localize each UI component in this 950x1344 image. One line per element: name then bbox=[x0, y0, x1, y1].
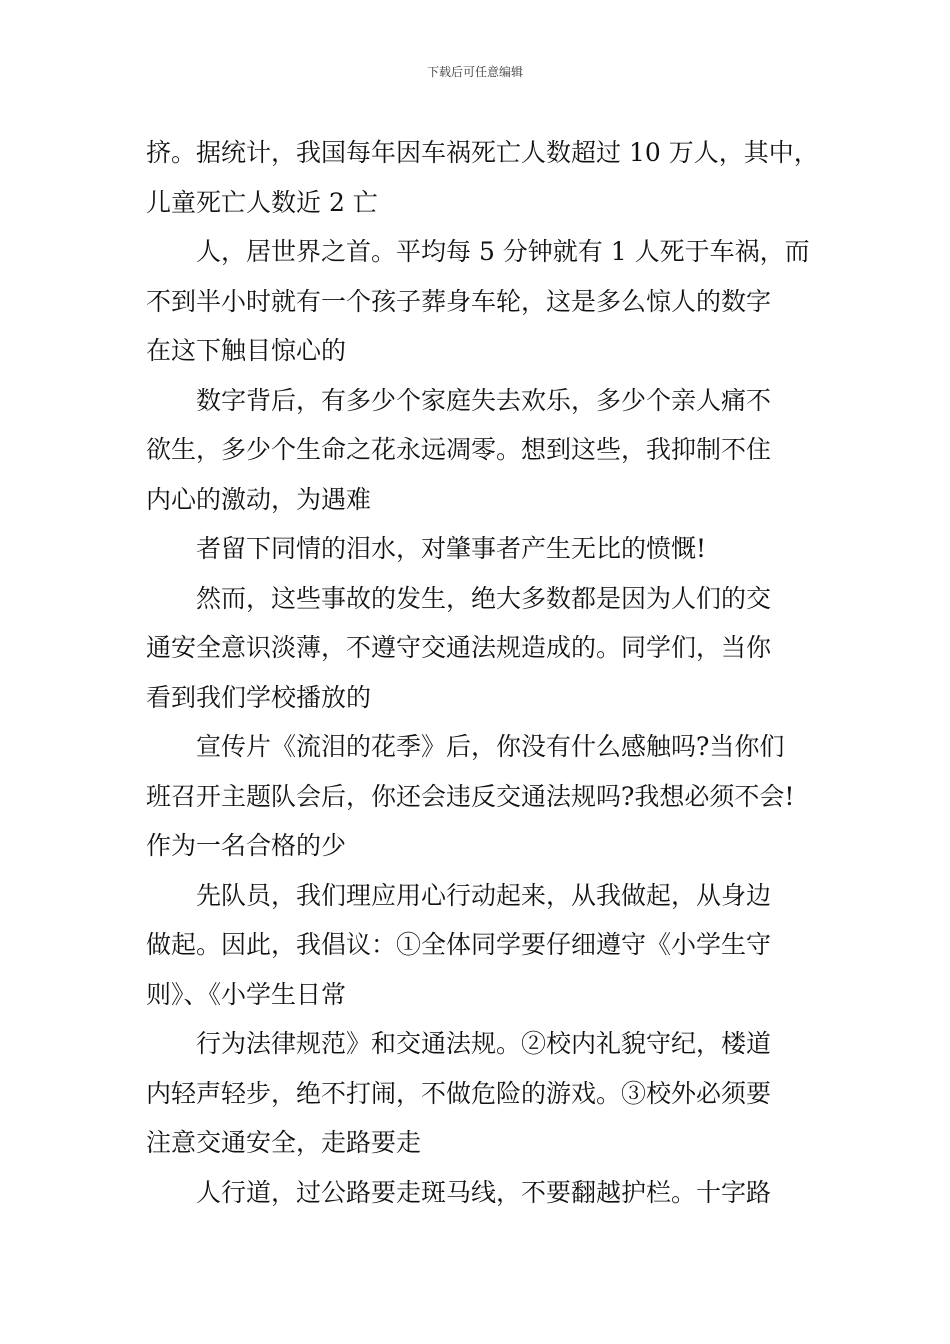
paragraph-2 bbox=[146, 227, 816, 376]
text-line: 然而，这些事故的发生，绝大多数都是因为人们的交 bbox=[196, 583, 772, 613]
text-line: 看到我们学校播放的 bbox=[146, 682, 372, 712]
paragraph-8 bbox=[146, 1019, 816, 1168]
text-line: 人行道，过公路要走斑马线，不要翻越护栏。十字路 bbox=[196, 1177, 772, 1207]
text-line: 内轻声轻步，绝不打闹，不做危险的游戏。③校外必须要 bbox=[146, 1078, 772, 1108]
document-body bbox=[146, 128, 819, 1217]
text-line: 在这下触目惊心的 bbox=[146, 336, 347, 365]
text-line: 挤。据统计，我国每年因车祸死亡人数超过 10 万人，其中， bbox=[146, 138, 819, 167]
text-line: 宣传片《流泪的花季》后，你没有什么感触吗?当你们 bbox=[196, 732, 785, 761]
text-line: 做起。因此，我倡议：①全体同学要仔细遵守《小学生守 bbox=[146, 930, 772, 959]
paragraph-7 bbox=[146, 871, 816, 1020]
text-line: 人，居世界之首。平均每 5 分钟就有 1 人死于车祸，而 bbox=[196, 237, 810, 266]
paragraph-6 bbox=[146, 722, 816, 871]
text-line: 班召开主题队会后，你还会违反交通法规吗?我想必须不会! bbox=[146, 781, 795, 811]
text-line: 欲生，多少个生命之花永远凋零。想到这些，我抑制不住 bbox=[146, 435, 772, 464]
paragraph-1 bbox=[146, 128, 819, 227]
text-line: 行为法律规范》和交通法规。②校内礼貌守纪，楼道 bbox=[196, 1029, 772, 1058]
paragraph-5 bbox=[146, 574, 816, 723]
paragraph-3 bbox=[146, 376, 816, 525]
text-line: 儿童死亡人数近 2 亡 bbox=[146, 187, 378, 217]
text-line: 内心的激动，为遇难 bbox=[146, 484, 372, 514]
text-line: 者留下同情的泪水，对肇事者产生无比的愤慨! bbox=[196, 534, 707, 563]
text-line: 先队员，我们理应用心行动起来，从我做起，从身边 bbox=[196, 880, 772, 910]
text-line: 不到半小时就有一个孩子葬身车轮，这是多么惊人的数字 bbox=[146, 286, 772, 316]
text-line: 则》、《小学生日常 bbox=[146, 979, 347, 1009]
text-line: 作为一名合格的少 bbox=[146, 831, 347, 860]
paragraph-9 bbox=[146, 1168, 816, 1218]
paragraph-4 bbox=[146, 524, 816, 574]
text-line: 数字背后，有多少个家庭失去欢乐，多少个亲人痛不 bbox=[196, 385, 772, 415]
text-line: 通安全意识淡薄，不遵守交通法规造成的。同学们，当你 bbox=[146, 633, 772, 662]
page-header-note: 下载后可任意编辑 bbox=[426, 65, 523, 79]
text-line: 注意交通安全，走路要走 bbox=[146, 1128, 422, 1157]
